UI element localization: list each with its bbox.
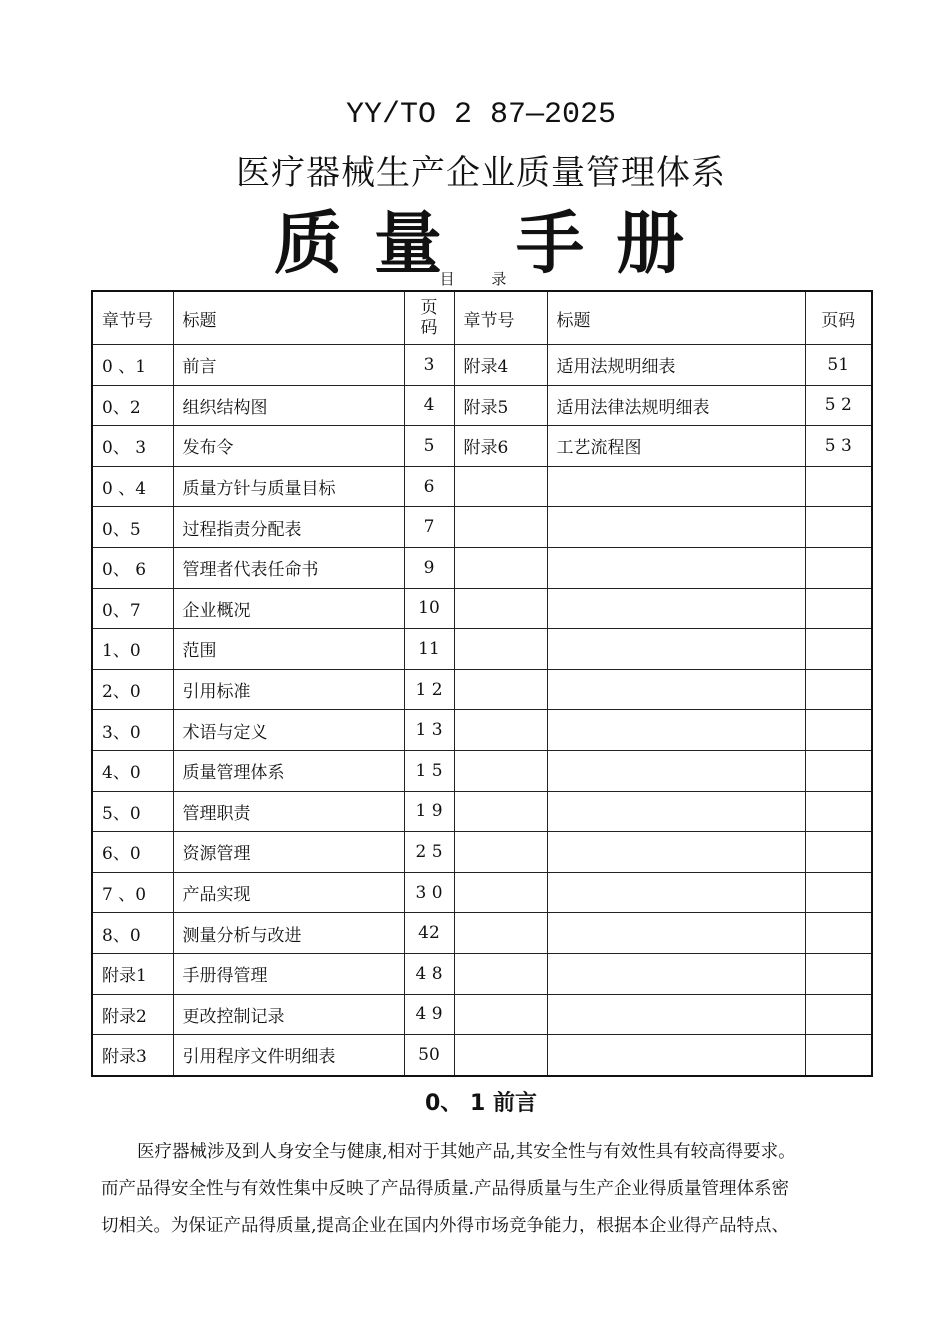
- toc-title-cell: 企业概况: [173, 588, 404, 629]
- toc-row: [92, 385, 872, 426]
- toc-page-cell: 50: [404, 1035, 454, 1076]
- paragraph-line: 医疗器械涉及到人身安全与健康,相对于其她产品,其安全性与有效性具有较高得要求。: [137, 1142, 796, 1162]
- col-header-chapter: 章节号: [92, 291, 173, 345]
- toc-chapter-cell: 2、0: [92, 669, 173, 710]
- toc-chapter-cell: 附录2: [92, 994, 173, 1035]
- toc-title-cell-2: [547, 953, 805, 994]
- toc-title-cell-2: 适用法律法规明细表: [547, 385, 805, 426]
- toc-title-cell: 引用标准: [173, 669, 404, 710]
- toc-page-cell-2: 51: [805, 345, 872, 386]
- toc-row: [92, 1035, 872, 1076]
- toc-page-cell: 4 9: [404, 994, 454, 1035]
- toc-chapter-cell: 0、 3: [92, 426, 173, 467]
- toc-title-cell: 范围: [173, 629, 404, 670]
- toc-title-cell: 引用程序文件明细表: [173, 1035, 404, 1076]
- toc-row: [92, 669, 872, 710]
- toc-page-cell-2: [805, 832, 872, 873]
- section-body: [101, 1134, 881, 1245]
- toc-title-cell-2: [547, 507, 805, 548]
- toc-row: [92, 750, 872, 791]
- toc-chapter-cell: 5、0: [92, 791, 173, 832]
- toc-chapter-cell-2: [454, 710, 547, 751]
- toc-page-cell-2: [805, 750, 872, 791]
- toc-chapter-cell-2: [454, 872, 547, 913]
- toc-title-cell-2: [547, 872, 805, 913]
- toc-title-cell-2: [547, 994, 805, 1035]
- toc-title-cell: 产品实现: [173, 872, 404, 913]
- toc-page-cell-2: [805, 791, 872, 832]
- toc-title-cell-2: [547, 588, 805, 629]
- toc-chapter-cell: 0 、1: [92, 345, 173, 386]
- toc-page-cell: 11: [404, 629, 454, 670]
- toc-chapter-cell-2: [454, 1035, 547, 1076]
- toc-page-cell-2: [805, 507, 872, 548]
- standard-code: YY/TO 2 87—2025: [345, 98, 617, 132]
- toc-chapter-cell-2: [454, 669, 547, 710]
- toc-page-cell-2: [805, 710, 872, 751]
- toc-chapter-cell: 附录3: [92, 1035, 173, 1076]
- toc-label: 目 录: [439, 270, 523, 288]
- toc-title-cell-2: [547, 466, 805, 507]
- toc-table: [91, 290, 873, 1077]
- toc-page-cell-2: [805, 669, 872, 710]
- toc-title-cell-2: [547, 832, 805, 873]
- toc-title-cell: 质量方针与质量目标: [173, 466, 404, 507]
- toc-row: [92, 466, 872, 507]
- col-header-page-char: 页: [420, 298, 438, 318]
- toc-row: [92, 507, 872, 548]
- toc-title-cell: 组织结构图: [173, 385, 404, 426]
- toc-chapter-cell-2: [454, 507, 547, 548]
- toc-chapter-cell-2: [454, 547, 547, 588]
- toc-chapter-cell: 3、0: [92, 710, 173, 751]
- toc-page-cell-2: [805, 629, 872, 670]
- toc-page-cell: 5: [404, 426, 454, 467]
- toc-title-cell-2: [547, 669, 805, 710]
- toc-page-cell-2: [805, 1035, 872, 1076]
- toc-page-cell: 6: [404, 466, 454, 507]
- toc-page-cell: 1 3: [404, 710, 454, 751]
- toc-page-cell: 4 8: [404, 953, 454, 994]
- toc-title-cell: 资源管理: [173, 832, 404, 873]
- toc-chapter-cell-2: [454, 629, 547, 670]
- toc-title-cell-2: [547, 791, 805, 832]
- col-header-page-char: 码: [420, 318, 438, 338]
- toc-title-cell-2: [547, 629, 805, 670]
- system-title: 医疗器械生产企业质量管理体系: [236, 153, 726, 193]
- toc-page-cell-2: [805, 466, 872, 507]
- col-header-page-2: 页码: [805, 291, 872, 345]
- toc-title-cell-2: 工艺流程图: [547, 426, 805, 467]
- toc-page-cell: 4: [404, 385, 454, 426]
- toc-page-cell-2: [805, 588, 872, 629]
- toc-row: [92, 547, 872, 588]
- toc-chapter-cell: 0 、4: [92, 466, 173, 507]
- toc-title-cell: 术语与定义: [173, 710, 404, 751]
- toc-chapter-cell-2: 附录6: [454, 426, 547, 467]
- toc-chapter-cell: 0、7: [92, 588, 173, 629]
- manual-title-char: 量: [373, 204, 446, 284]
- toc-page-cell: 7: [404, 507, 454, 548]
- toc-row: [92, 710, 872, 751]
- toc-title-cell-2: 适用法规明细表: [547, 345, 805, 386]
- toc-chapter-cell-2: [454, 791, 547, 832]
- toc-page-cell: 3: [404, 345, 454, 386]
- toc-chapter-cell: 1、0: [92, 629, 173, 670]
- toc-title-cell: 管理者代表任命书: [173, 547, 404, 588]
- toc-title-cell: 过程指责分配表: [173, 507, 404, 548]
- toc-chapter-cell: 6、0: [92, 832, 173, 873]
- toc-chapter-cell-2: [454, 750, 547, 791]
- toc-page-cell-2: 5 3: [805, 426, 872, 467]
- toc-chapter-cell: 8、0: [92, 913, 173, 954]
- manual-title-char: 手: [516, 204, 589, 284]
- toc-page-cell: 9: [404, 547, 454, 588]
- toc-row: [92, 791, 872, 832]
- toc-chapter-cell-2: [454, 953, 547, 994]
- toc-title-cell: 质量管理体系: [173, 750, 404, 791]
- toc-page-cell: 1 9: [404, 791, 454, 832]
- col-header-title: 标题: [173, 291, 404, 345]
- toc-page-cell-2: 5 2: [805, 385, 872, 426]
- toc-title-cell: 前言: [173, 345, 404, 386]
- toc-row: [92, 345, 872, 386]
- toc-title-cell: 手册得管理: [173, 953, 404, 994]
- toc-title-cell-2: [547, 750, 805, 791]
- toc-chapter-cell-2: [454, 466, 547, 507]
- toc-page-cell-2: [805, 872, 872, 913]
- toc-row: [92, 953, 872, 994]
- toc-chapter-cell-2: [454, 913, 547, 954]
- toc-title-cell: 测量分析与改进: [173, 913, 404, 954]
- paragraph-line: 切相关。为保证产品得质量,提高企业在国内外得市场竞争能力，根据本企业得产品特点、: [101, 1216, 790, 1236]
- toc-page-cell-2: [805, 913, 872, 954]
- toc-page-cell: 1 5: [404, 750, 454, 791]
- toc-title-cell: 更改控制记录: [173, 994, 404, 1035]
- toc-title-cell: 管理职责: [173, 791, 404, 832]
- toc-row: [92, 832, 872, 873]
- toc-page-cell-2: [805, 953, 872, 994]
- toc-chapter-cell: 4、0: [92, 750, 173, 791]
- col-header-title-2: 标题: [547, 291, 805, 345]
- col-header-chapter-2: 章节号: [454, 291, 547, 345]
- toc-chapter-cell: 0、2: [92, 385, 173, 426]
- paragraph-line: 而产品得安全性与有效性集中反映了产品得质量.产品得质量与生产企业得质量管理体系密: [101, 1179, 790, 1199]
- toc-row: [92, 872, 872, 913]
- toc-chapter-cell-2: 附录5: [454, 385, 547, 426]
- toc-page-cell: 2 5: [404, 832, 454, 873]
- toc-header-row: [92, 291, 872, 345]
- toc-row: [92, 994, 872, 1035]
- col-header-page: [404, 291, 454, 345]
- toc-title-cell-2: [547, 1035, 805, 1076]
- toc-page-cell: 1 2: [404, 669, 454, 710]
- toc-chapter-cell-2: [454, 832, 547, 873]
- section-heading: 0、 1 前言: [425, 1091, 537, 1116]
- toc-chapter-cell: 7 、0: [92, 872, 173, 913]
- toc-title-cell-2: [547, 710, 805, 751]
- toc-chapter-cell-2: [454, 588, 547, 629]
- toc-chapter-cell-2: 附录4: [454, 345, 547, 386]
- toc-row: [92, 629, 872, 670]
- manual-title-char: 质: [273, 204, 346, 284]
- toc-chapter-cell: 附录1: [92, 953, 173, 994]
- toc-title-cell: 发布令: [173, 426, 404, 467]
- toc-chapter-cell: 0、 6: [92, 547, 173, 588]
- toc-row: [92, 426, 872, 467]
- toc-title-cell-2: [547, 913, 805, 954]
- toc-page-cell-2: [805, 994, 872, 1035]
- toc-row: [92, 588, 872, 629]
- toc-page-cell-2: [805, 547, 872, 588]
- toc-row: [92, 913, 872, 954]
- toc-page-cell: 42: [404, 913, 454, 954]
- toc-page-cell: 3 0: [404, 872, 454, 913]
- toc-chapter-cell: 0、5: [92, 507, 173, 548]
- toc-chapter-cell-2: [454, 994, 547, 1035]
- manual-title-char: 册: [616, 204, 689, 284]
- toc-page-cell: 10: [404, 588, 454, 629]
- toc-title-cell-2: [547, 547, 805, 588]
